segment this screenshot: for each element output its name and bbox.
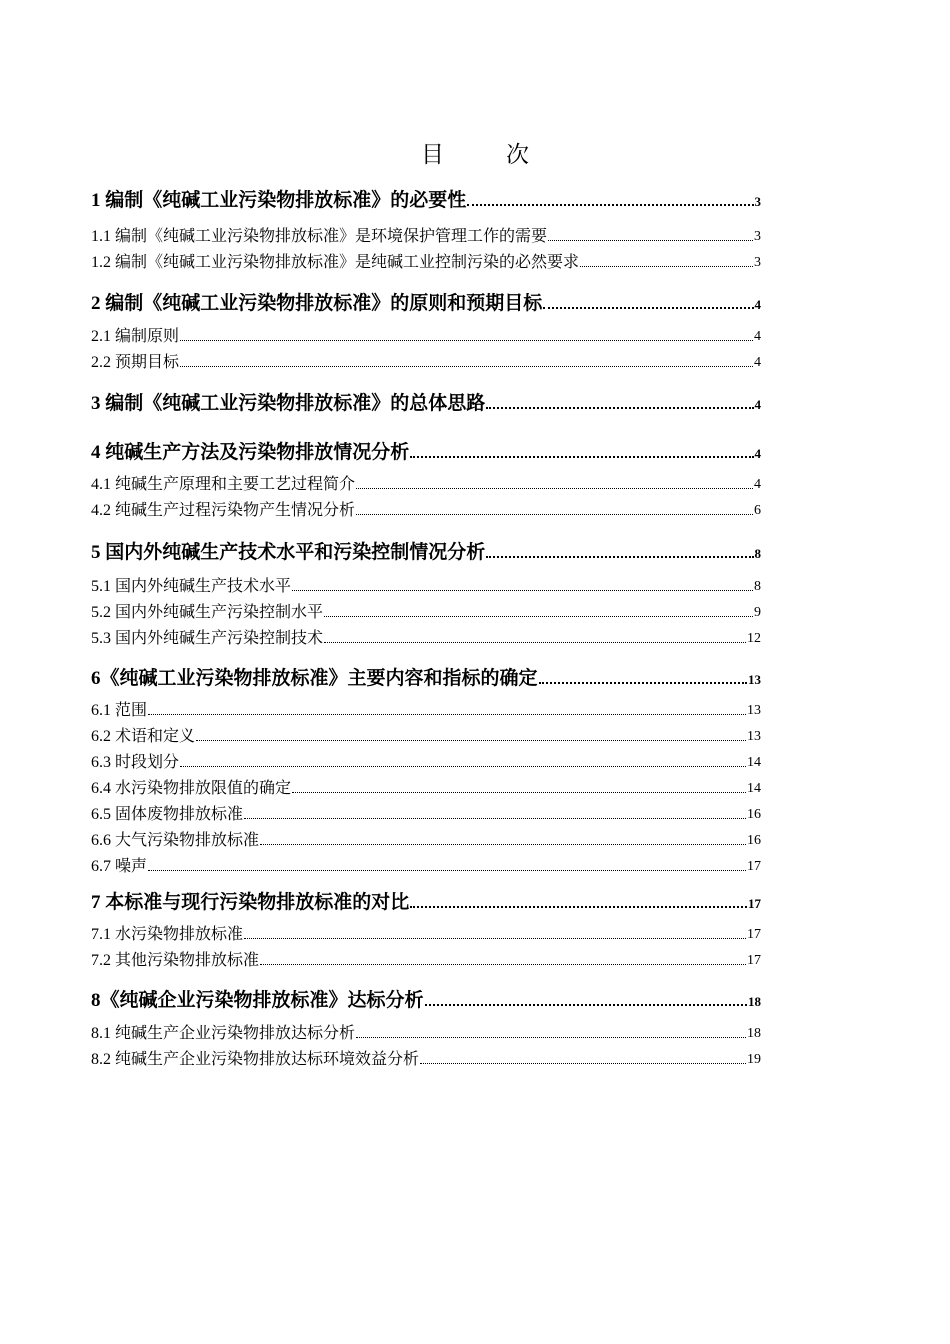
toc-dot-leader	[260, 963, 746, 965]
toc-entry-page-number: 17	[747, 927, 761, 942]
toc-entry-label: 6.5 固体废物排放标准	[91, 806, 244, 823]
toc-entry-page-number: 4	[754, 477, 761, 492]
toc-entry-label: 3 编制《纯碱工业污染物排放标准》的总体思路	[91, 393, 486, 414]
toc-dot-leader	[324, 641, 746, 643]
toc-entry-page-number: 16	[747, 833, 761, 848]
toc-entry-label: 6.1 范围	[91, 702, 148, 719]
toc-entry-page-number: 4	[754, 329, 761, 344]
toc-entry-label: 2.2 预期目标	[91, 354, 180, 371]
toc-entry-page-number: 8	[754, 579, 761, 594]
toc-chapter-entry[interactable]	[91, 662, 761, 690]
toc-entry-page-number: 4	[754, 297, 761, 312]
toc-entry-page-number: 4	[754, 446, 761, 461]
toc-dot-leader	[410, 905, 747, 908]
toc-dot-leader	[180, 339, 753, 341]
toc-chapter-entry[interactable]	[91, 436, 761, 464]
toc-entry-page-number: 14	[747, 755, 761, 770]
toc-section-entry[interactable]	[91, 922, 761, 944]
toc-entry-page-number: 18	[747, 1026, 761, 1041]
toc-dot-leader	[148, 869, 746, 871]
toc-entry-label: 2 编制《纯碱工业污染物排放标准》的原则和预期目标	[91, 293, 543, 314]
toc-entry-label: 5 国内外纯碱生产技术水平和污染控制情况分析	[91, 542, 486, 563]
toc-entry-page-number: 6	[754, 503, 761, 518]
toc-entry-label: 8《纯碱企业污染物排放标准》达标分析	[91, 990, 424, 1011]
toc-entry-page-number: 17	[747, 953, 761, 968]
toc-entry-page-number: 19	[747, 1052, 761, 1067]
toc-dot-leader	[548, 239, 753, 241]
toc-section-entry[interactable]	[91, 224, 761, 246]
toc-entry-label: 1 编制《纯碱工业污染物排放标准》的必要性	[91, 190, 467, 211]
toc-dot-leader	[543, 306, 753, 309]
toc-entry-page-number: 4	[754, 355, 761, 370]
toc-dot-leader	[260, 843, 746, 845]
toc-entry-label: 6.4 水污染物排放限值的确定	[91, 780, 292, 797]
toc-entry-page-number: 13	[747, 729, 761, 744]
toc-section-entry[interactable]	[91, 250, 761, 272]
toc-section-entry[interactable]	[91, 1047, 761, 1069]
toc-dot-leader	[467, 203, 753, 206]
toc-dot-leader	[180, 365, 753, 367]
toc-entry-page-number: 13	[747, 703, 761, 718]
toc-chapter-entry[interactable]	[91, 886, 761, 914]
toc-chapter-entry[interactable]	[91, 387, 761, 415]
page-title-char-2: 次	[506, 142, 529, 167]
toc-section-entry[interactable]	[91, 498, 761, 520]
toc-entry-page-number: 12	[747, 631, 761, 646]
toc-dot-leader	[425, 1003, 747, 1006]
toc-dot-leader	[410, 455, 753, 458]
toc-chapter-entry[interactable]	[91, 184, 761, 212]
toc-dot-leader	[292, 791, 746, 793]
toc-entry-label: 1.1 编制《纯碱工业污染物排放标准》是环境保护管理工作的需要	[91, 228, 548, 245]
toc-section-entry[interactable]	[91, 698, 761, 720]
toc-section-entry[interactable]	[91, 324, 761, 346]
toc-dot-leader	[180, 765, 746, 767]
toc-dot-leader	[148, 713, 746, 715]
toc-section-entry[interactable]	[91, 776, 761, 798]
toc-entry-label: 8.1 纯碱生产企业污染物排放达标分析	[91, 1025, 356, 1042]
toc-entry-page-number: 8	[754, 546, 761, 561]
toc-section-entry[interactable]	[91, 626, 761, 648]
toc-section-entry[interactable]	[91, 802, 761, 824]
toc-section-entry[interactable]	[91, 750, 761, 772]
toc-dot-leader	[356, 513, 753, 515]
toc-dot-leader	[539, 681, 747, 684]
toc-entry-label: 8.2 纯碱生产企业污染物排放达标环境效益分析	[91, 1051, 420, 1068]
toc-dot-leader	[244, 937, 746, 939]
toc-dot-leader	[580, 265, 753, 267]
toc-entry-label: 2.1 编制原则	[91, 328, 180, 345]
toc-dot-leader	[356, 1036, 746, 1038]
toc-entry-label: 4.2 纯碱生产过程污染物产生情况分析	[91, 502, 356, 519]
toc-chapter-entry[interactable]	[91, 984, 761, 1012]
toc-entry-page-number: 17	[747, 859, 761, 874]
toc-dot-leader	[196, 739, 746, 741]
toc-entry-page-number: 13	[748, 672, 761, 687]
toc-section-entry[interactable]	[91, 350, 761, 372]
toc-dot-leader	[324, 615, 753, 617]
toc-dot-leader	[486, 555, 753, 558]
toc-entry-label: 6.3 时段划分	[91, 754, 180, 771]
page-title-char-1: 目	[421, 142, 444, 167]
toc-section-entry[interactable]	[91, 472, 761, 494]
toc-entry-label: 1.2 编制《纯碱工业污染物排放标准》是纯碱工业控制污染的必然要求	[91, 254, 580, 271]
toc-section-entry[interactable]	[91, 854, 761, 876]
toc-entry-page-number: 18	[748, 994, 761, 1009]
toc-section-entry[interactable]	[91, 828, 761, 850]
toc-dot-leader	[486, 406, 753, 409]
toc-entry-page-number: 4	[754, 397, 761, 412]
toc-entry-label: 4 纯碱生产方法及污染物排放情况分析	[91, 442, 410, 463]
toc-entry-label: 6.2 术语和定义	[91, 728, 196, 745]
toc-dot-leader	[420, 1062, 746, 1064]
toc-entry-label: 5.3 国内外纯碱生产污染控制技术	[91, 630, 324, 647]
toc-entry-page-number: 14	[747, 781, 761, 796]
toc-section-entry[interactable]	[91, 948, 761, 970]
toc-entry-label: 7.1 水污染物排放标准	[91, 926, 244, 943]
toc-entry-label: 5.2 国内外纯碱生产污染控制水平	[91, 604, 324, 621]
toc-section-entry[interactable]	[91, 600, 761, 622]
toc-chapter-entry[interactable]	[91, 536, 761, 564]
toc-entry-page-number: 3	[754, 255, 761, 270]
toc-section-entry[interactable]	[91, 724, 761, 746]
toc-chapter-entry[interactable]	[91, 287, 761, 315]
toc-entry-label: 5.1 国内外纯碱生产技术水平	[91, 578, 292, 595]
toc-entry-page-number: 16	[747, 807, 761, 822]
page-title	[0, 136, 950, 169]
toc-entry-label: 6.6 大气污染物排放标准	[91, 832, 260, 849]
toc-section-entry[interactable]	[91, 1021, 761, 1043]
toc-entry-label: 7.2 其他污染物排放标准	[91, 952, 260, 969]
toc-entry-page-number: 3	[754, 194, 761, 209]
toc-dot-leader	[244, 817, 746, 819]
toc-entry-label: 6《纯碱工业污染物排放标准》主要内容和指标的确定	[91, 668, 538, 689]
toc-dot-leader	[292, 589, 753, 591]
toc-entry-page-number: 9	[754, 605, 761, 620]
toc-dot-leader	[356, 487, 753, 489]
toc-entry-page-number: 17	[748, 896, 761, 911]
toc-section-entry[interactable]	[91, 574, 761, 596]
toc-entry-label: 4.1 纯碱生产原理和主要工艺过程简介	[91, 476, 356, 493]
toc-entry-label: 6.7 噪声	[91, 858, 148, 875]
toc-entry-page-number: 3	[754, 229, 761, 244]
toc-entry-label: 7 本标准与现行污染物排放标准的对比	[91, 892, 410, 913]
